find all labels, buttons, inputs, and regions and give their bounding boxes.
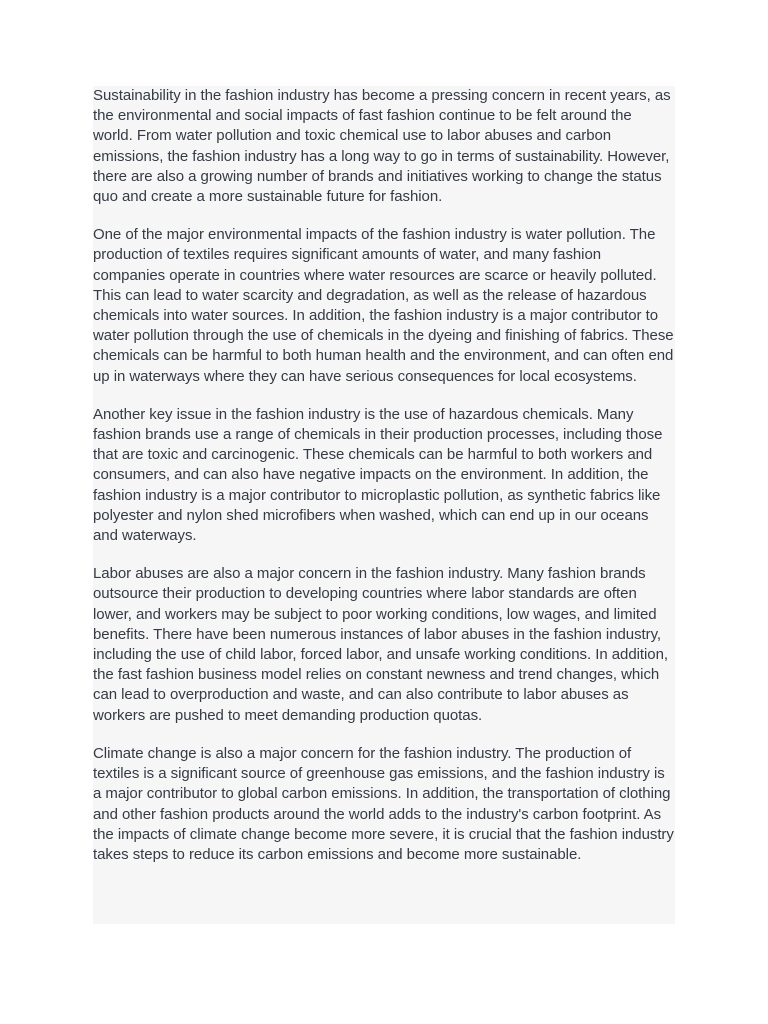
- paragraph-hazardous-chemicals: Another key issue in the fashion industry is the use of hazardous chemicals. Many fashion brands use a range of chemicals in their production processes, including those that are toxic and carcinogenic. These chemicals can be harmful to both workers and consumers, and can also have negative impacts on the environment. In addition, the fashion industry is a major contributor to microplastic pollution, as synthetic fabrics like polyester and nylon shed microfibers when washed, which can end up in our oceans and waterways.: [93, 405, 663, 545]
- paragraph-climate-change: Climate change is also a major concern for the fashion industry. The production of textiles is a significant source of greenhouse gas emissions, and the fashion industry is a major contributor to global carbon emissions. In addition, the transportation of clothing and other fashion products around the world adds to the industry's carbon footprint. As the impacts of climate change become more severe, it is crucial that the fashion industry takes steps to reduce its carbon emissions and become more sustainable.: [93, 744, 674, 863]
- paragraph-water-pollution: One of the major environmental impacts of the fashion industry is water pollution. The production of textiles requires significant amounts of water, and many fashion companies operate in countries where water resources are scarce or heavily polluted. This can lead to water scarcity and degradation, as well as the release of hazardous chemicals into water sources. In addition, the fashion industry is a major contributor to water pollution through the use of chemicals in the dyeing and finishing of fabrics. These chemicals can be harmful to both human health and the environment, and can often end up in waterways where they can have serious consequences for local ecosystems.: [93, 226, 674, 385]
- article-body: [93, 86, 675, 924]
- paragraph-labor-abuses: Labor abuses are also a major concern in the fashion industry. Many fashion brands outsource their production to developing countries where labor standards are often lower, and workers may be subject to poor working conditions, low wages, and limited benefits. There have been numerous instances of labor abuses in the fashion industry, including the use of child labor, forced labor, and unsafe working conditions. In addition, the fast fashion business model relies on constant newness and trend changes, which can lead to overproduction and waste, and can also contribute to labor abuses as workers are pushed to meet demanding production quotas.: [93, 565, 668, 724]
- paragraph-intro: Sustainability in the fashion industry has become a pressing concern in recent years, as the environmental and social impacts of fast fashion continue to be felt around the world. From water pollution and toxic chemical use to labor abuses and carbon emissions, the fashion industry has a long way to go in terms of sustainability. However, there are also a growing number of brands and initiatives working to change the status quo and create a more sustainable future for fashion.: [93, 87, 671, 206]
